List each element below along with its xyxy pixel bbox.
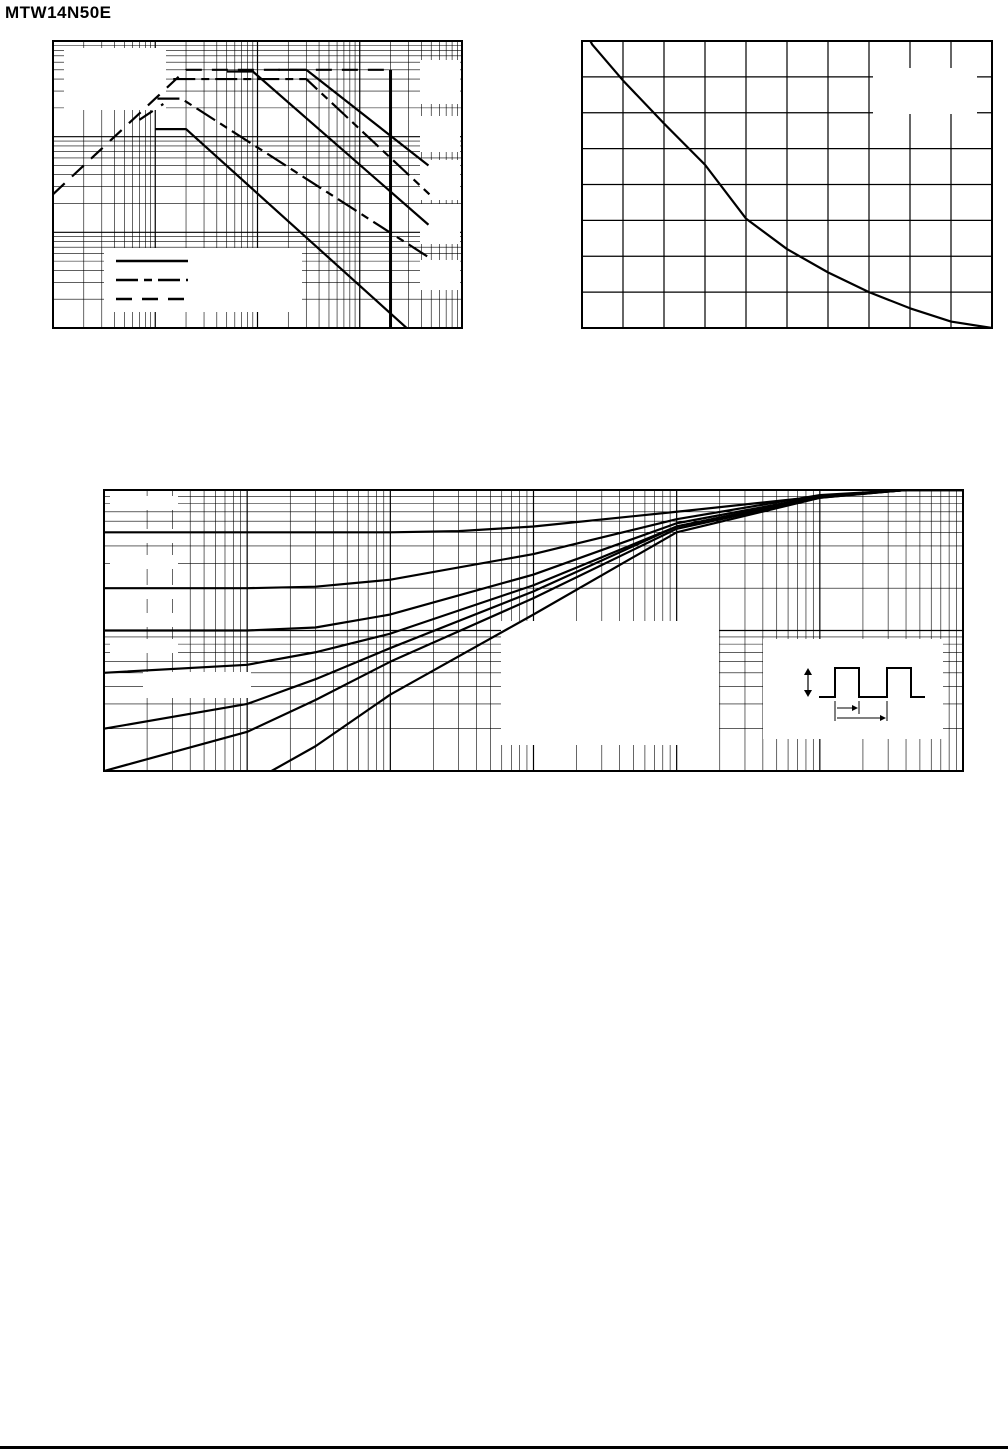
label-box xyxy=(420,260,460,290)
curve-label-box xyxy=(110,585,178,599)
thermal-response-chart xyxy=(103,489,964,772)
safe-operating-area-chart xyxy=(52,40,463,329)
waveform-box xyxy=(763,639,943,739)
label-box xyxy=(420,60,460,104)
page-title: MTW14N50E xyxy=(5,3,112,22)
footer-rule xyxy=(0,1446,1008,1449)
curve-label-box xyxy=(110,529,178,543)
curve-label-box xyxy=(110,613,178,627)
annotation-box xyxy=(64,48,166,110)
curve-label-box xyxy=(143,672,251,698)
curve-label-box xyxy=(110,555,178,569)
curve-label-box xyxy=(110,639,178,653)
series-line-7 xyxy=(278,70,428,166)
label-box xyxy=(420,160,460,200)
series-line-3 xyxy=(157,99,428,258)
annotation-box xyxy=(873,68,977,114)
label-box xyxy=(420,116,460,152)
annotation-box xyxy=(501,621,719,745)
curve-label-box xyxy=(110,496,178,510)
energy-derating-chart xyxy=(581,40,993,329)
